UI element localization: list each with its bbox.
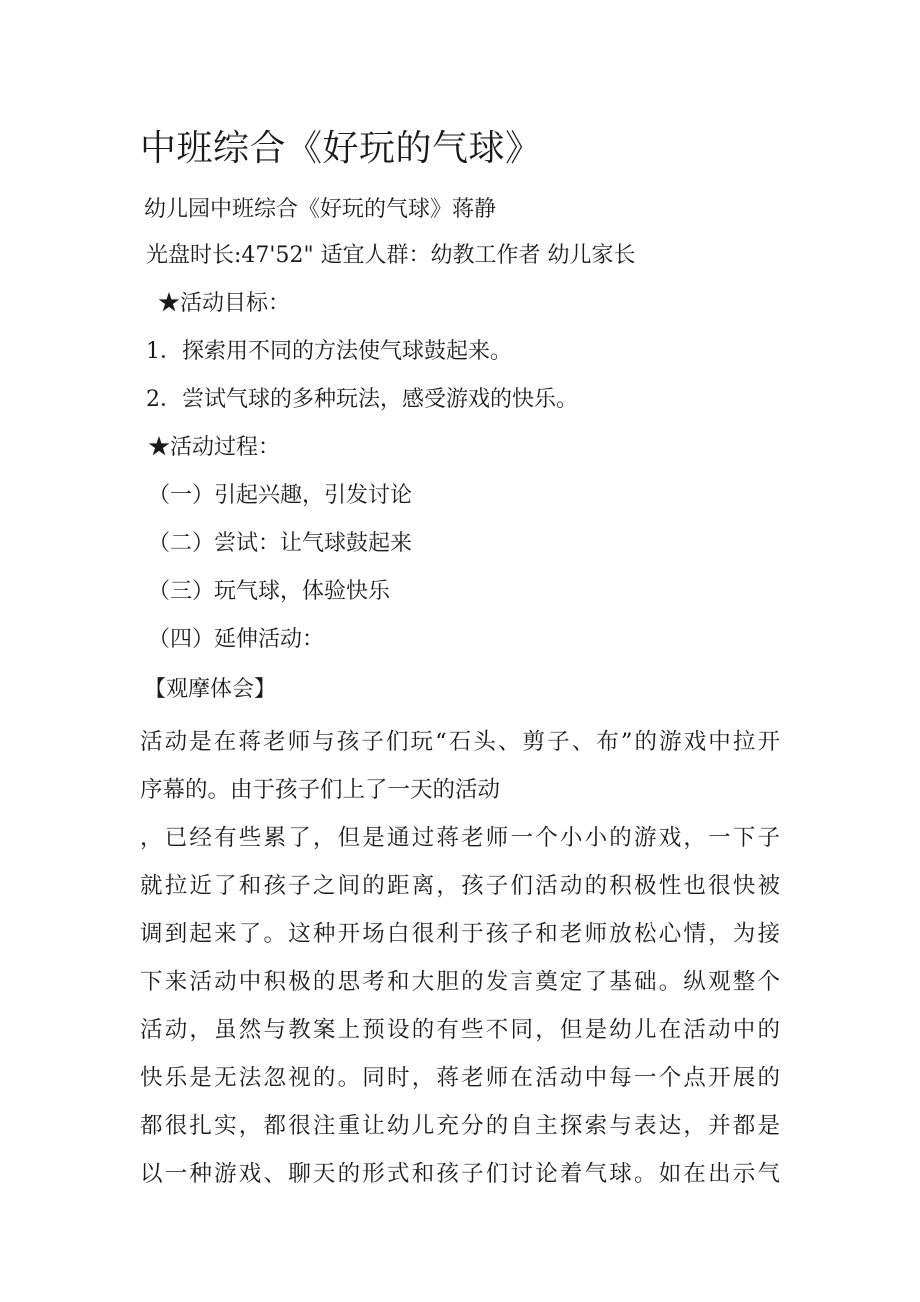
- document-subtitle: 幼儿园中班综合《好玩的气球》蒋静: [144, 197, 497, 222]
- goal-item: 1．探索用不同的方法使气球鼓起来。: [146, 339, 512, 364]
- paragraph-line: 调到起来了。这种开场白很利于孩子和老师放松心情，为接: [140, 921, 780, 947]
- paragraph-line: ，已经有些累了，但是通过蒋老师一个小小的游戏，一下子: [140, 825, 780, 851]
- paragraph-line: 活动，虽然与教案上预设的有些不同，但是幼儿在活动中的: [140, 1017, 780, 1043]
- paragraph-line: 就拉近了和孩子之间的距离，孩子们活动的积极性也很快被: [140, 873, 780, 899]
- observation-heading: 【观摩体会】: [144, 677, 277, 702]
- observation-paragraph-2: [140, 814, 780, 1198]
- goals-heading: ★活动目标：: [158, 291, 291, 316]
- observation-paragraph-1: [140, 718, 780, 814]
- process-step: （一）引起兴趣，引发讨论: [148, 483, 413, 508]
- video-meta-line: 光盘时长:47'52" 适宜人群：幼教工作者 幼儿家长: [146, 243, 636, 268]
- process-heading: ★活动过程：: [148, 435, 281, 460]
- process-step: （三）玩气球，体验快乐: [148, 579, 391, 604]
- process-step: （四）延伸活动：: [148, 627, 325, 652]
- paragraph-line: 都很扎实，都很注重让幼儿充分的自主探索与表达，并都是: [140, 1113, 780, 1139]
- paragraph-line: 序幕的。由于孩子们上了一天的活动: [140, 777, 501, 803]
- paragraph-line: 快乐是无法忽视的。同时，蒋老师在活动中每一个点开展的: [140, 1065, 780, 1091]
- paragraph-line: 以一种游戏、聊天的形式和孩子们讨论着气球。如在出示气: [140, 1161, 780, 1187]
- goal-item: 2．尝试气球的多种玩法，感受游戏的快乐。: [146, 387, 578, 412]
- paragraph-line: 活动是在蒋老师与孩子们玩“石头、剪子、布”的游戏中拉开: [140, 729, 780, 755]
- document-title: 中班综合《好玩的气球》: [140, 128, 542, 169]
- paragraph-line: 下来活动中积极的思考和大胆的发言奠定了基础。纵观整个: [140, 969, 780, 995]
- process-step: （二）尝试：让气球鼓起来: [148, 531, 413, 556]
